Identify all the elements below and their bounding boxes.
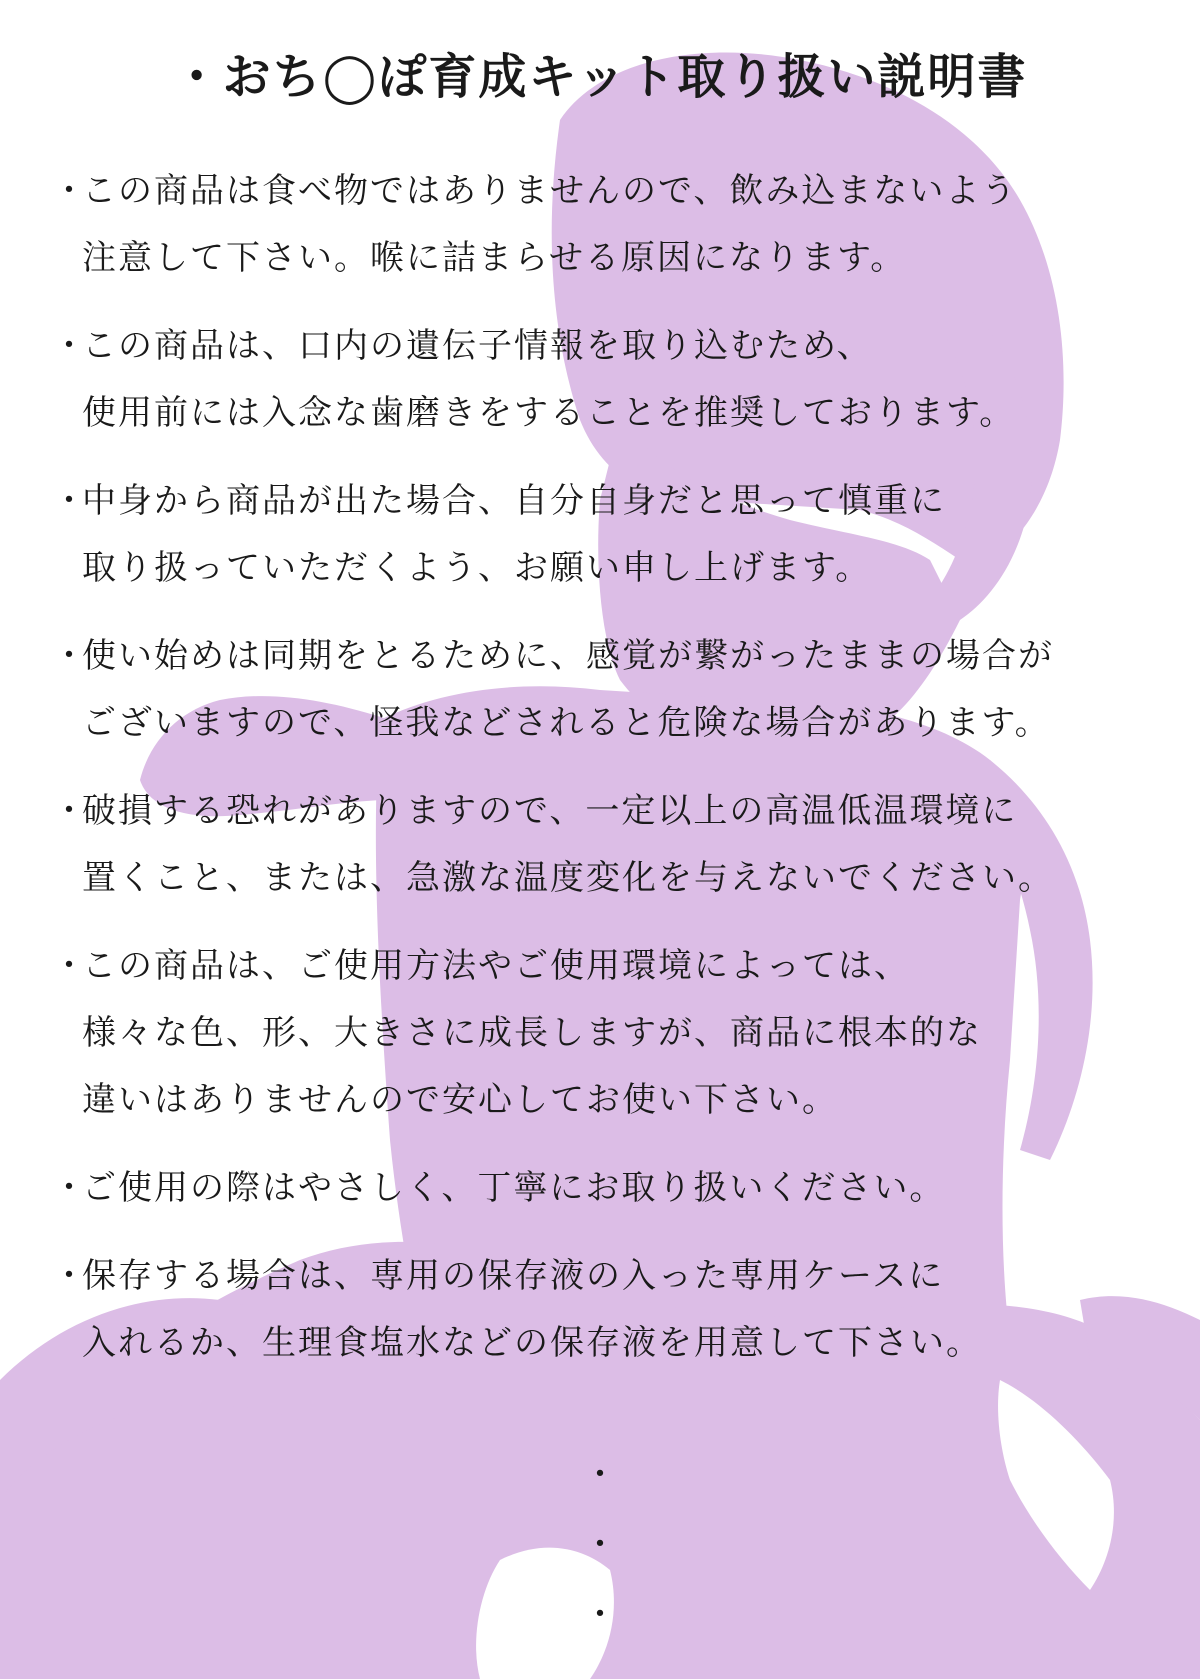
instruction-line: 違いはありませんので安心してお使い下さい。 — [82, 1080, 838, 1120]
instruction-item — [48, 1243, 1168, 1377]
bullet: ・ — [52, 1168, 86, 1208]
trailing-dot: ・ — [583, 1595, 617, 1635]
instruction-item — [48, 1155, 1168, 1222]
instruction-line: 中身から商品が出た場合、自分自身だと思って慎重に — [82, 481, 946, 521]
instruction-list — [48, 158, 1168, 1398]
bullet: ・ — [52, 791, 86, 831]
trailing-dot: ・ — [583, 1455, 617, 1495]
bullet: ・ — [52, 1256, 86, 1296]
instruction-line: ございますので、怪我などされると危険な場合があります。 — [82, 703, 1051, 743]
instruction-line: 様々な色、形、大きさに成長しますが、商品に根本的な — [82, 1013, 982, 1053]
bullet: ・ — [52, 636, 86, 676]
instruction-item — [48, 313, 1168, 447]
trailing-dot: ・ — [583, 1525, 617, 1565]
instruction-line: 入れるか、生理食塩水などの保存液を用意して下さい。 — [82, 1323, 982, 1363]
bullet: ・ — [52, 171, 86, 211]
bullet: ・ — [52, 326, 86, 366]
instruction-line: 使用前には入念な歯磨きをすることを推奨しております。 — [82, 393, 1016, 433]
instruction-line: 置くこと、または、急激な温度変化を与えないでください。 — [82, 858, 1054, 898]
instruction-item — [48, 468, 1168, 602]
instruction-line: 保存する場合は、専用の保存液の入った専用ケースに — [82, 1256, 945, 1296]
page-title: ・おち◯ぽ育成キット取り扱い説明書 — [172, 49, 1028, 105]
instruction-line: この商品は、口内の遺伝子情報を取り込むため、 — [82, 326, 873, 366]
instruction-line: 使い始めは同期をとるために、感覚が繋がったままの場合が — [82, 636, 1054, 676]
bullet: ・ — [52, 946, 86, 986]
instruction-item — [48, 933, 1168, 1134]
instruction-line: この商品は食べ物ではありませんので、飲み込まないよう — [82, 171, 1018, 211]
instruction-line: 破損する恐れがありますので、一定以上の高温低温環境に — [82, 791, 1018, 831]
instruction-item — [48, 623, 1168, 757]
instruction-item — [48, 778, 1168, 912]
instruction-item — [48, 158, 1168, 292]
instruction-line: 注意して下さい。喉に詰まらせる原因になります。 — [82, 238, 907, 278]
instruction-line: この商品は、ご使用方法やご使用環境によっては、 — [82, 946, 910, 986]
instruction-line: 取り扱っていただくよう、お願い申し上げます。 — [82, 548, 872, 588]
bullet: ・ — [52, 481, 86, 521]
instruction-line: ご使用の際はやさしく、丁寧にお取り扱いください。 — [82, 1168, 946, 1208]
